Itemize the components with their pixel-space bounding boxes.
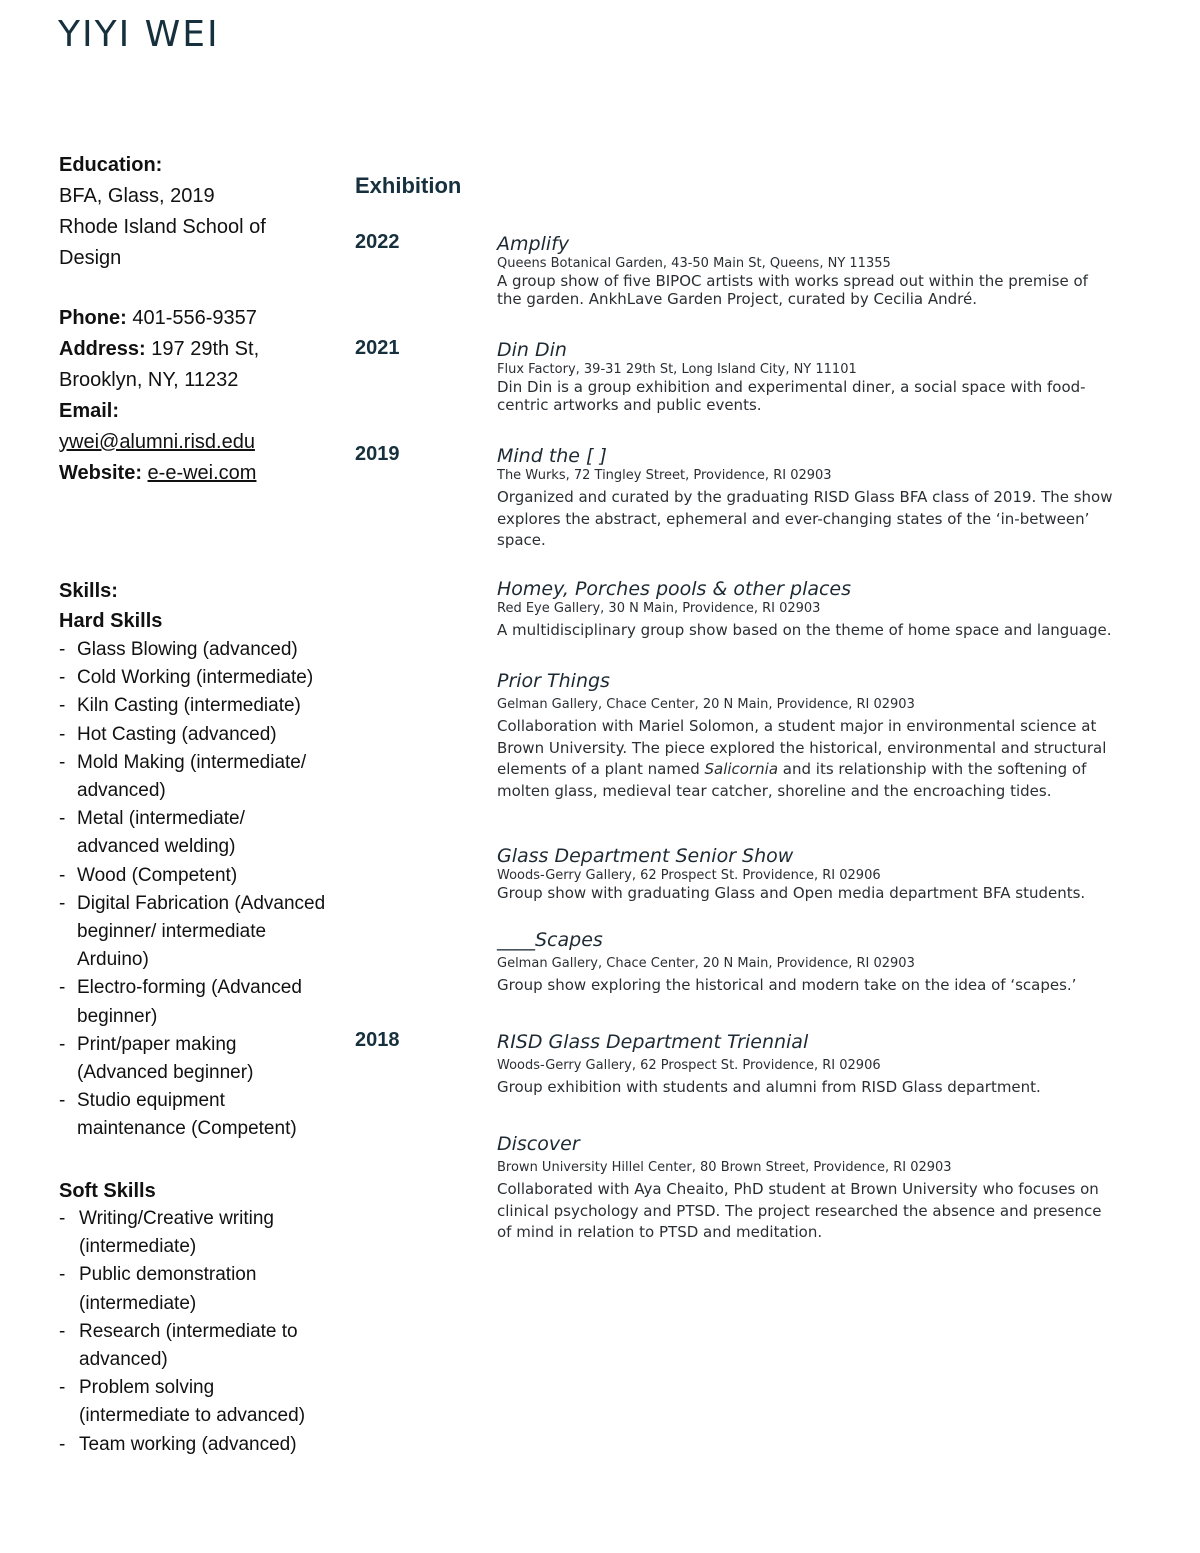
exhibition-entry	[497, 1132, 1117, 1244]
skill-text: (Advanced beginner)	[77, 1062, 254, 1084]
soft-skills-list	[59, 1205, 339, 1459]
description-line: molten glass, medieval tear catcher, shoreline and the encroaching tides.	[497, 782, 1052, 801]
exhibition-heading: Exhibition	[355, 173, 462, 198]
exhibition-venue: Woods-Gerry Gallery, 62 Prospect St. Providence, RI 02906	[497, 1058, 881, 1073]
exhibition-entry	[497, 669, 1117, 803]
email-label: Email:	[59, 400, 120, 422]
skill-text: - Kiln Casting (intermediate)	[77, 695, 301, 717]
exhibition-title: Prior Things	[497, 670, 610, 692]
exhibition-description	[497, 1077, 1117, 1099]
skill-text: beginner)	[77, 1005, 158, 1027]
skill-item	[59, 1374, 339, 1430]
website-row	[59, 458, 339, 489]
description-line: Group exhibition with students and alumni from RISD Glass department.	[497, 1078, 1041, 1096]
skill-item	[59, 805, 339, 861]
exhibition-title: Mind the [ ]	[497, 445, 607, 467]
description-line: Collaboration with Mariel Solomon, a student major in environmental science at	[497, 717, 1097, 735]
skill-text: maintenance (Competent)	[77, 1118, 297, 1140]
year-2019: 2019	[355, 443, 400, 465]
exhibition-entry	[497, 1030, 1117, 1099]
skill-item	[59, 1205, 339, 1261]
exhibition-description	[497, 272, 1117, 308]
exhibition-description	[497, 716, 1117, 803]
exhibition-description	[497, 884, 1117, 902]
skill-item	[59, 1031, 339, 1087]
soft-skills-title: Soft Skills	[59, 1180, 156, 1202]
description-line: Organized and curated by the graduating RISD Glass BFA class of 2019. The show	[497, 488, 1113, 506]
description-line: space.	[497, 531, 546, 550]
exhibition-title: Discover	[497, 1133, 580, 1155]
skill-text: - Glass Blowing (advanced)	[77, 639, 298, 660]
year-2021: 2021	[355, 337, 400, 359]
skill-text: - Writing/Creative writing	[79, 1208, 274, 1229]
skill-text: (intermediate)	[79, 1236, 197, 1258]
skill-text: - Mold Making (intermediate/	[77, 751, 307, 773]
exhibition-entry	[497, 444, 1117, 552]
exhibition-entry	[497, 577, 1117, 642]
skill-text: - Studio equipment	[77, 1090, 225, 1112]
skill-text: (intermediate)	[79, 1292, 197, 1314]
skill-text: advanced)	[79, 1349, 168, 1371]
plant-name: Salicornia	[704, 760, 779, 779]
hard-skills-list	[59, 636, 339, 1144]
exhibition-title: Homey, Porches pools & other places	[497, 578, 852, 600]
description-line: explores the abstract, ephemeral and ever-changing states of the ‘in-between’	[497, 509, 1090, 528]
skill-text: - Cold Working (intermediate)	[77, 667, 314, 689]
skill-text: advanced)	[77, 780, 166, 802]
skill-text: - Electro-forming (Advanced	[77, 977, 302, 999]
exhibition-title: RISD Glass Department Triennial	[497, 1031, 809, 1053]
skill-item	[59, 1318, 339, 1374]
education-section	[59, 150, 339, 274]
exhibition-entry	[497, 232, 1117, 308]
exhibition-description	[497, 1179, 1117, 1244]
skill-text: - Team working (advanced)	[79, 1433, 297, 1455]
exhibition-description	[497, 378, 1117, 414]
skill-item	[59, 974, 339, 1030]
description-line	[497, 759, 1117, 781]
left-column	[59, 150, 339, 489]
description-line: centric artworks and public events.	[497, 396, 762, 414]
exhibition-title: Glass Department Senior Show	[497, 845, 794, 867]
year-2022: 2022	[355, 231, 400, 253]
description-line: Brown University. The piece explored the historical, environmental and structural	[497, 738, 1107, 757]
skill-text: - Problem solving	[79, 1377, 215, 1399]
description-text: elements of a plant named	[497, 760, 705, 779]
exhibition-entry	[497, 928, 1117, 997]
skills-title: Skills:	[59, 580, 118, 602]
contact-section	[59, 303, 339, 489]
skill-item	[59, 664, 339, 692]
description-line: the garden. AnkhLave Garden Project, curated by Cecilia André.	[497, 290, 977, 308]
exhibition-venue: Flux Factory, 39-31 29th St, Long Island City, NY 11101	[497, 362, 857, 377]
skill-item	[59, 1261, 339, 1317]
education-school: Rhode Island School of	[59, 216, 266, 238]
skill-text: - Metal (intermediate/	[77, 808, 245, 830]
exhibition-venue: The Wurks, 72 Tingley Street, Providence, RI 02903	[497, 468, 832, 483]
skill-text: beginner/ intermediate	[77, 921, 267, 943]
skill-text: (intermediate to advanced)	[79, 1405, 306, 1427]
skill-item	[59, 721, 339, 749]
skill-item	[59, 890, 339, 975]
address-row	[59, 334, 339, 365]
skill-text: - Public demonstration	[79, 1264, 257, 1286]
year-2018: 2018	[355, 1029, 400, 1051]
skill-text: - Print/paper making	[77, 1033, 237, 1055]
skill-text: - Digital Fabrication (Advanced	[77, 892, 326, 914]
email-row	[59, 427, 339, 458]
website-label: Website:	[59, 462, 142, 484]
description-line: Group show exploring the historical and modern take on the idea of ‘scapes.’	[497, 976, 1077, 994]
description-line: A multidisciplinary group show based on the theme of home space and language.	[497, 621, 1112, 639]
phone-label: Phone:	[59, 307, 127, 329]
exhibition-description	[497, 975, 1117, 997]
website-link[interactable]: e-e-wei.com	[147, 462, 257, 484]
skill-item	[59, 636, 339, 664]
description-text: and its relationship with the softening of	[778, 760, 1087, 779]
exhibition-entry	[497, 338, 1117, 414]
skill-item	[59, 1431, 339, 1459]
phone-value: 401-556-9357	[132, 307, 257, 329]
address-label: Address:	[59, 338, 146, 360]
skill-item	[59, 1087, 339, 1143]
exhibition-title: Amplify	[497, 233, 570, 255]
skill-text: - Research (intermediate to	[79, 1320, 298, 1342]
exhibition-description	[497, 620, 1117, 642]
phone-row	[59, 303, 339, 334]
education-degree: BFA, Glass, 2019	[59, 185, 215, 207]
exhibition-venue: Brown University Hillel Center, 80 Brown Street, Providence, RI 02903	[497, 1160, 952, 1175]
hard-skills-title: Hard Skills	[59, 610, 163, 632]
exhibition-venue: Gelman Gallery, Chace Center, 20 N Main, Providence, RI 02903	[497, 697, 915, 712]
description-line: Group show with graduating Glass and Open media department BFA students.	[497, 884, 1086, 902]
exhibition-title: Din Din	[497, 339, 567, 361]
skill-item	[59, 692, 339, 720]
exhibition-venue: Queens Botanical Garden, 43-50 Main St, Queens, NY 11355	[497, 256, 891, 271]
skill-item	[59, 862, 339, 890]
exhibition-venue: Gelman Gallery, Chace Center, 20 N Main, Providence, RI 02903	[497, 956, 915, 971]
exhibition-description	[497, 487, 1117, 552]
exhibition-venue: Red Eye Gallery, 30 N Main, Providence, RI 02903	[497, 601, 821, 616]
education-label: Education:	[59, 154, 163, 176]
resume-name: YIYI WEI	[58, 14, 220, 55]
description-line: Collaborated with Aya Cheaito, PhD student at Brown University who focuses on	[497, 1180, 1099, 1198]
exhibition-venue: Woods-Gerry Gallery, 62 Prospect St. Providence, RI 02906	[497, 868, 881, 883]
exhibition-entry	[497, 844, 1117, 902]
email-link[interactable]: ywei@alumni.risd.edu	[59, 431, 255, 453]
skill-text: advanced welding)	[77, 836, 236, 858]
description-line: clinical psychology and PTSD. The project researched the absence and presence	[497, 1201, 1102, 1220]
skill-text: - Hot Casting (advanced)	[77, 723, 277, 745]
address-value: 197 29th St,	[151, 338, 260, 360]
education-school-cont: Design	[59, 247, 122, 269]
skill-text: Arduino)	[77, 949, 149, 971]
description-line: A group show of five BIPOC artists with works spread out within the premise of	[497, 272, 1088, 290]
skill-text: - Wood (Competent)	[77, 864, 238, 886]
address-row-cont: Brooklyn, NY, 11232	[59, 369, 239, 391]
exhibition-title: ____Scapes	[497, 929, 603, 951]
skill-item	[59, 749, 339, 805]
description-line: of mind in relation to PTSD and meditation.	[497, 1223, 823, 1242]
description-line: Din Din is a group exhibition and experimental diner, a social space with food-	[497, 378, 1086, 396]
